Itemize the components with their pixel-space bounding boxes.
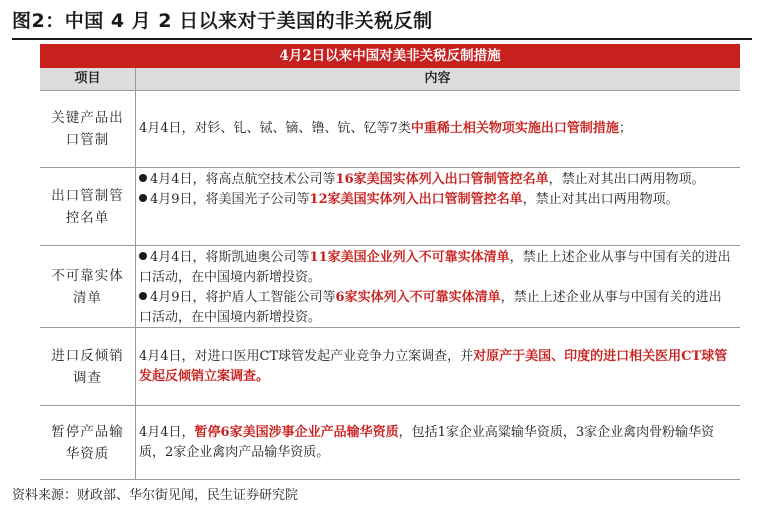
table-row-suspend-qualification bbox=[40, 406, 740, 480]
row-item: 4月4日，对钐、钆、铽、镝、镥、钪、钇等7类中重稀土相关物项实施出口管制措施； bbox=[139, 120, 632, 136]
row-item: 4月4日，暂停6家美国涉事企业产品输华资质，包括1家企业高粱输华资质，3家企业禽肉骨粉输华资质，2家企业禽肉产品输华资质。 bbox=[139, 424, 715, 460]
source-note: 资料来源：财政部、华尔街见闻，民生证券研究院 bbox=[12, 488, 299, 503]
row-label: 出口管制管控名单 bbox=[51, 187, 124, 226]
bullet-icon bbox=[139, 174, 147, 182]
row-item: 4月4日，对进口医用CT球管发起产业竞争力立案调查，并对原产于美国、印度的进口相关医用CT球管发起反倾销立案调查。 bbox=[139, 348, 728, 384]
table-row-anti-dumping bbox=[40, 328, 740, 406]
bullet-icon bbox=[139, 292, 147, 300]
table-row-control-list bbox=[40, 168, 740, 246]
row-item: 4月4日，将高点航空技术公司等16家美国实体列入出口管制管控名单，禁止对其出口两用物项。 bbox=[139, 170, 734, 190]
table-row-unreliable-entity bbox=[40, 246, 740, 328]
table-header bbox=[40, 68, 740, 91]
row-item: 4月9日，将美国光子公司等12家美国实体列入出口管制管控名单，禁止对其出口两用物项。 bbox=[139, 190, 734, 210]
table-row-export-control bbox=[40, 90, 740, 168]
column-divider bbox=[135, 68, 136, 480]
header-content: 内容 bbox=[424, 71, 451, 86]
measures-table bbox=[40, 44, 740, 480]
row-label: 不可靠实体清单 bbox=[51, 267, 124, 306]
row-content bbox=[135, 328, 740, 405]
figure-title: 图2：中国 4 月 2 日以来对于美国的非关税反制 bbox=[12, 10, 433, 32]
row-item: 4月9日，将护盾人工智能公司等6家实体列入不可靠实体清单，禁止上述企业从事与中国有关的进出口活动，在中国境内新增投资。 bbox=[139, 290, 722, 325]
row-content bbox=[135, 168, 740, 245]
row-content bbox=[135, 246, 740, 327]
row-content bbox=[135, 406, 740, 479]
title-divider bbox=[12, 38, 752, 40]
row-item: 4月4日，将斯凯迪奥公司等11家美国企业列入不可靠实体清单，禁止上述企业从事与中国有关的进出口活动，在中国境内新增投资。 bbox=[139, 250, 731, 285]
row-label: 进口反倾销调查 bbox=[51, 347, 124, 386]
bullet-icon bbox=[139, 252, 147, 260]
header-item: 项目 bbox=[74, 71, 101, 86]
row-label: 暂停产品输华资质 bbox=[51, 423, 124, 462]
row-label: 关键产品出口管制 bbox=[51, 109, 124, 148]
row-content bbox=[135, 90, 740, 167]
table-banner: 4月2日以来中国对美非关税反制措施 bbox=[40, 44, 740, 68]
bullet-icon bbox=[139, 194, 147, 202]
